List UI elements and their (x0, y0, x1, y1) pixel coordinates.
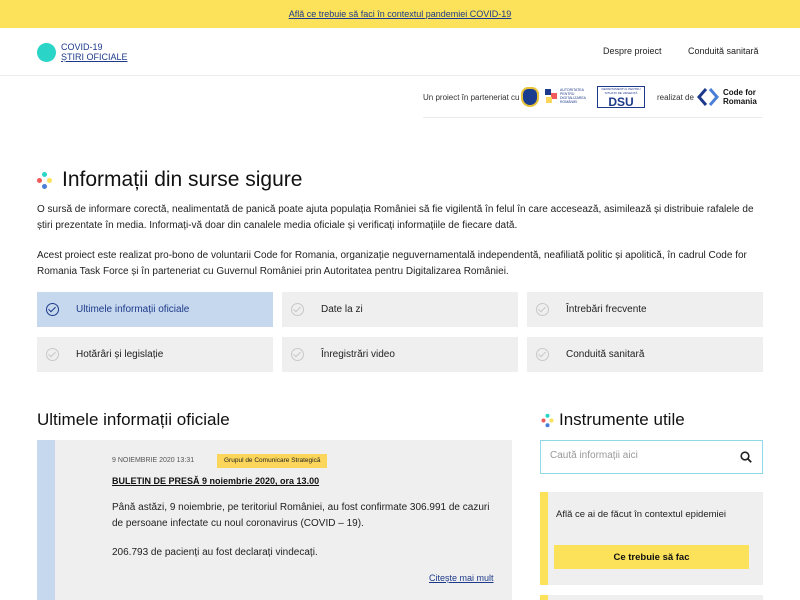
colored-dots-icon (37, 172, 52, 189)
tile-video-recordings[interactable] (282, 337, 518, 372)
news-card-accent (37, 440, 55, 600)
check-circle-icon (291, 348, 304, 361)
intro-paragraph-1: O sursă de informare corectă, nealimentată de panică poate ajuta populația României să fie vigilentă în felul în care accesează, asimilează și distribuie rafalele de știri prezentate în media. Informați-vă doar din canalele media oficiale și verificați informațiile de fiecare dată. (37, 204, 754, 231)
cfr-line2: Romania (723, 97, 757, 106)
check-circle-icon (536, 348, 549, 361)
news-body-2: 206.793 de pacienți au fost declarați vindecați. (112, 547, 318, 558)
search-input[interactable] (550, 450, 730, 461)
what-to-do-button[interactable]: Ce trebuie să fac (554, 545, 749, 569)
nav-about-project[interactable]: Despre proiect (603, 46, 662, 56)
tile-sanitary-conduct[interactable] (527, 337, 763, 372)
intro-section-title (37, 168, 302, 192)
news-body-1: Până astăzi, 9 noiembrie, pe teritoriul României, au fost confirmate 306.991 de cazuri de persoane infectate cu noul coronavirus (COVID – 19). (112, 502, 490, 529)
code-for-romania-logo-icon[interactable] (697, 87, 719, 107)
cfr-line1: Code for (723, 88, 756, 97)
code-for-romania-text (723, 88, 757, 106)
tile-label: Hotărâri și legislație (76, 349, 164, 360)
tile-label: Înregistrări video (321, 349, 395, 360)
tile-label: Conduită sanitară (566, 349, 645, 360)
news-card (37, 440, 512, 600)
tile-decisions-legislation[interactable] (37, 337, 273, 372)
pandemic-info-link[interactable]: Află ce trebuie să faci în contextul pandemiei COVID-19 (288, 9, 512, 19)
dsu-top-text: DEPARTAMENTUL PENTRU SITUAȚII DE URGENȚĂ (601, 87, 641, 95)
check-circle-icon (291, 303, 304, 316)
news-source-badge: Grupul de Comunicare Strategică (217, 454, 327, 468)
cta-text: Află ce ai de făcut în contextul epidemiei (556, 509, 727, 520)
nav-sanitary-conduct[interactable]: Conduită sanitară (688, 46, 759, 56)
site-logo[interactable] (37, 42, 128, 62)
tile-label: Întrebări frecvente (566, 304, 647, 315)
colored-dots-icon (542, 413, 554, 427)
news-date: 9 NOIEMBRIE 2020 13:31 (112, 457, 195, 464)
dsu-logo[interactable] (597, 86, 645, 108)
next-tool-card (540, 595, 763, 600)
tools-heading: Instrumente utile (559, 410, 685, 429)
tile-faq[interactable] (527, 292, 763, 327)
tile-latest-official-info[interactable] (37, 292, 273, 327)
search-box (540, 440, 763, 474)
adr-logo-text: AUTORITATEA PENTRU DIGITALIZAREA ROMÂNIEI (560, 88, 586, 104)
page-title: Informații din surse sigure (62, 168, 303, 191)
partners-intro: Un proiect în parteneriat cu (423, 93, 520, 102)
logo-text (61, 42, 128, 62)
check-circle-icon (46, 348, 59, 361)
announcement-banner (0, 0, 800, 28)
news-title-link[interactable]: BULETIN DE PRESĂ 9 noiembrie 2020, ora 13.00 (112, 476, 320, 486)
government-crest-icon[interactable] (521, 87, 539, 107)
tile-daily-data[interactable] (282, 292, 518, 327)
intro-paragraph-2: Acest proiect este realizat pro-bono de voluntarii Code for Romania, organizație neguvernamentală independentă, neafiliată politic și apolitică, în cadrul Code for Romania Task Force și în parteneriat cu Guvernul României prin Autoritatea pentru Digitalizarea României. (37, 250, 747, 277)
realized-by-text: realizat de (657, 93, 694, 102)
logo-circle-icon (37, 43, 56, 62)
adr-logo-icon[interactable] (544, 88, 558, 104)
tile-label: Date la zi (321, 304, 363, 315)
tools-heading-block (540, 410, 685, 430)
partners-strip (423, 84, 763, 118)
site-header (0, 28, 800, 76)
cta-accent (540, 492, 548, 585)
logo-line2: ȘTIRI OFICIALE (61, 52, 128, 62)
tile-label: Ultimele informații oficiale (76, 304, 190, 315)
cta-accent (540, 595, 548, 600)
logo-line1: COVID-19 (61, 42, 103, 52)
epidemic-guidance-card (540, 492, 763, 585)
search-icon[interactable] (740, 451, 752, 463)
dsu-letters: DSU (608, 95, 634, 109)
check-circle-icon (536, 303, 549, 316)
latest-info-heading: Ultimele informații oficiale (37, 410, 230, 429)
read-more-link[interactable]: Citește mai mult (429, 573, 494, 583)
check-circle-icon (46, 303, 59, 316)
